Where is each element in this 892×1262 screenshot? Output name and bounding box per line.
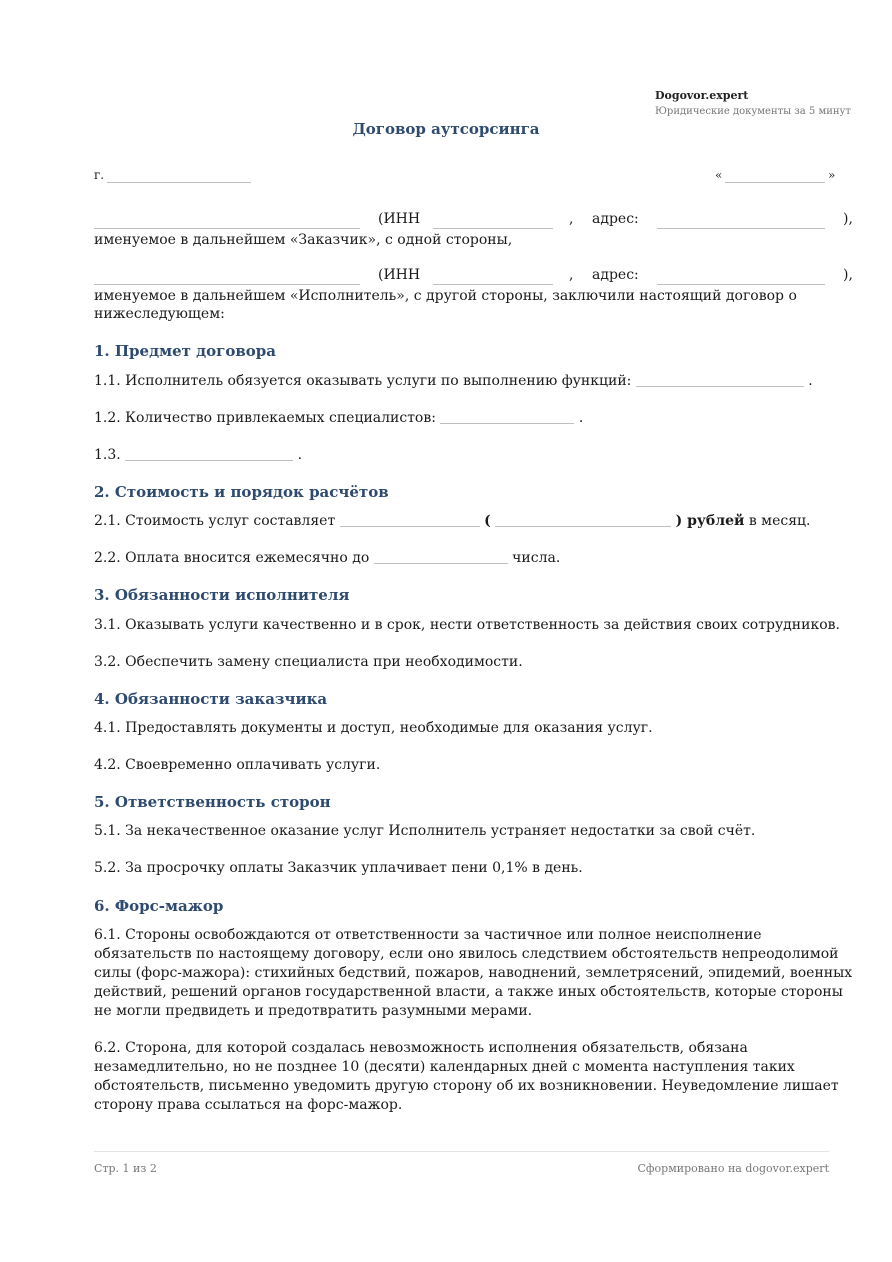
clause-1-2-end: . <box>578 410 584 426</box>
clause-2-1 <box>94 512 810 530</box>
customer-description: именуемое в дальнейшем «Заказчик», с одной стороны, <box>94 232 513 248</box>
date-blank-field[interactable] <box>725 182 825 183</box>
generated-by: Сформировано на dogovor.expert <box>637 1162 829 1175</box>
customer-inn-label: (ИНН <box>378 211 421 227</box>
clause-1-2-blank[interactable] <box>440 409 574 424</box>
clause-5-2: 5.2. За просрочку оплаты Заказчик уплачивает пени 0,1% в день. <box>94 860 583 876</box>
contractor-address-blank[interactable] <box>657 284 825 285</box>
clause-2-2-blank[interactable] <box>374 549 508 564</box>
page-counter: Стр. 1 из 2 <box>94 1162 157 1175</box>
clause-2-2-text: 2.2. Оплата вносится ежемесячно до <box>94 550 370 566</box>
contractor-comma: , <box>569 267 574 283</box>
contractor-description: именуемое в дальнейшем «Исполнитель», с другой стороны, заключили настоящий договор о нижеследующем: <box>94 288 797 322</box>
brand-name[interactable]: Dogovor.expert <box>655 89 749 102</box>
clause-1-3-end: . <box>297 447 303 463</box>
clause-2-2-end: числа. <box>512 550 561 566</box>
clause-2-1-close: ) рублей <box>675 513 745 529</box>
contractor-inn-blank[interactable] <box>433 284 553 285</box>
clause-2-1-amount-blank[interactable] <box>340 512 480 527</box>
document-title: Договор аутсорсинга <box>352 120 540 138</box>
clause-5-1: 5.1. За некачественное оказание услуг Исполнитель устраняет недостатки за свой счёт. <box>94 823 756 839</box>
clause-1-1-blank[interactable] <box>636 372 804 387</box>
clause-2-2 <box>94 549 560 567</box>
clause-3-2: 3.2. Обеспечить замену специалиста при необходимости. <box>94 654 523 670</box>
clause-1-1-end: . <box>808 373 813 389</box>
customer-address-blank[interactable] <box>657 228 825 229</box>
clause-2-1-end: в месяц. <box>748 513 811 529</box>
customer-comma: , <box>569 211 574 227</box>
contractor-address-label: адрес: <box>592 267 639 283</box>
city-blank-field[interactable] <box>107 182 251 183</box>
contractor-inn-label: (ИНН <box>378 267 421 283</box>
clause-1-2 <box>94 409 583 427</box>
contractor-close: ), <box>843 267 853 283</box>
clause-2-1-words-blank[interactable] <box>495 512 671 527</box>
clause-1-3 <box>94 446 302 464</box>
clause-3-1: 3.1. Оказывать услуги качественно и в срок, нести ответственность за действия своих сотрудников. <box>94 617 840 633</box>
brand-tagline: Юридические документы за 5 минут <box>655 106 851 117</box>
clause-1-3-blank[interactable] <box>125 446 293 461</box>
clause-1-1-text: 1.1. Исполнитель обязуется оказывать услуги по выполнению функций: <box>94 373 632 389</box>
customer-inn-blank[interactable] <box>433 228 553 229</box>
clause-6-1: 6.1. Стороны освобождаются от ответственности за частичное или полное неисполнение обязательств по настоящему договору, если оно явилось следствием обстоятельств непреодолимой силы (форс-мажора): стихийных бедствий, пожаров, наводнений, землетрясений, эпидемий, военных действий, решений органов государственной власти, а также иных обстоятельств, которые стороны не могли предвидеть и предотвратить разумными мерами. <box>94 927 853 1019</box>
clause-1-2-text: 1.2. Количество привлекаемых специалистов: <box>94 410 436 426</box>
clause-4-2: 4.2. Своевременно оплачивать услуги. <box>94 757 381 773</box>
city-label: г. <box>94 168 105 182</box>
clause-1-3-text: 1.3. <box>94 447 121 463</box>
clause-2-1-open: ( <box>484 513 491 529</box>
section-4-heading: 4. Обязанности заказчика <box>94 690 328 708</box>
clause-1-1 <box>94 372 813 390</box>
clause-4-1: 4.1. Предоставлять документы и доступ, необходимые для оказания услуг. <box>94 720 653 736</box>
customer-address-label: адрес: <box>592 211 639 227</box>
date-open-quote: « <box>715 168 723 182</box>
section-6-heading: 6. Форс-мажор <box>94 897 224 915</box>
footer-divider <box>94 1151 829 1152</box>
clause-2-1-text: 2.1. Стоимость услуг составляет <box>94 513 336 529</box>
section-1-heading: 1. Предмет договора <box>94 342 276 360</box>
date-close-quote: » <box>828 168 836 182</box>
customer-close: ), <box>843 211 853 227</box>
clause-6-2: 6.2. Сторона, для которой создалась невозможность исполнения обязательств, обязана незамедлительно, но не позднее 10 (десяти) календарных дней с момента наступления таких обстоятельств, письменно уведомить другую сторону об их возникновении. Неуведомление лишает сторону права ссылаться на форс-мажор. <box>94 1040 839 1113</box>
brand-block <box>655 88 851 120</box>
section-5-heading: 5. Ответственность сторон <box>94 793 331 811</box>
customer-name-blank[interactable] <box>94 228 360 229</box>
section-3-heading: 3. Обязанности исполнителя <box>94 586 350 604</box>
section-2-heading: 2. Стоимость и порядок расчётов <box>94 483 389 501</box>
contractor-name-blank[interactable] <box>94 284 360 285</box>
